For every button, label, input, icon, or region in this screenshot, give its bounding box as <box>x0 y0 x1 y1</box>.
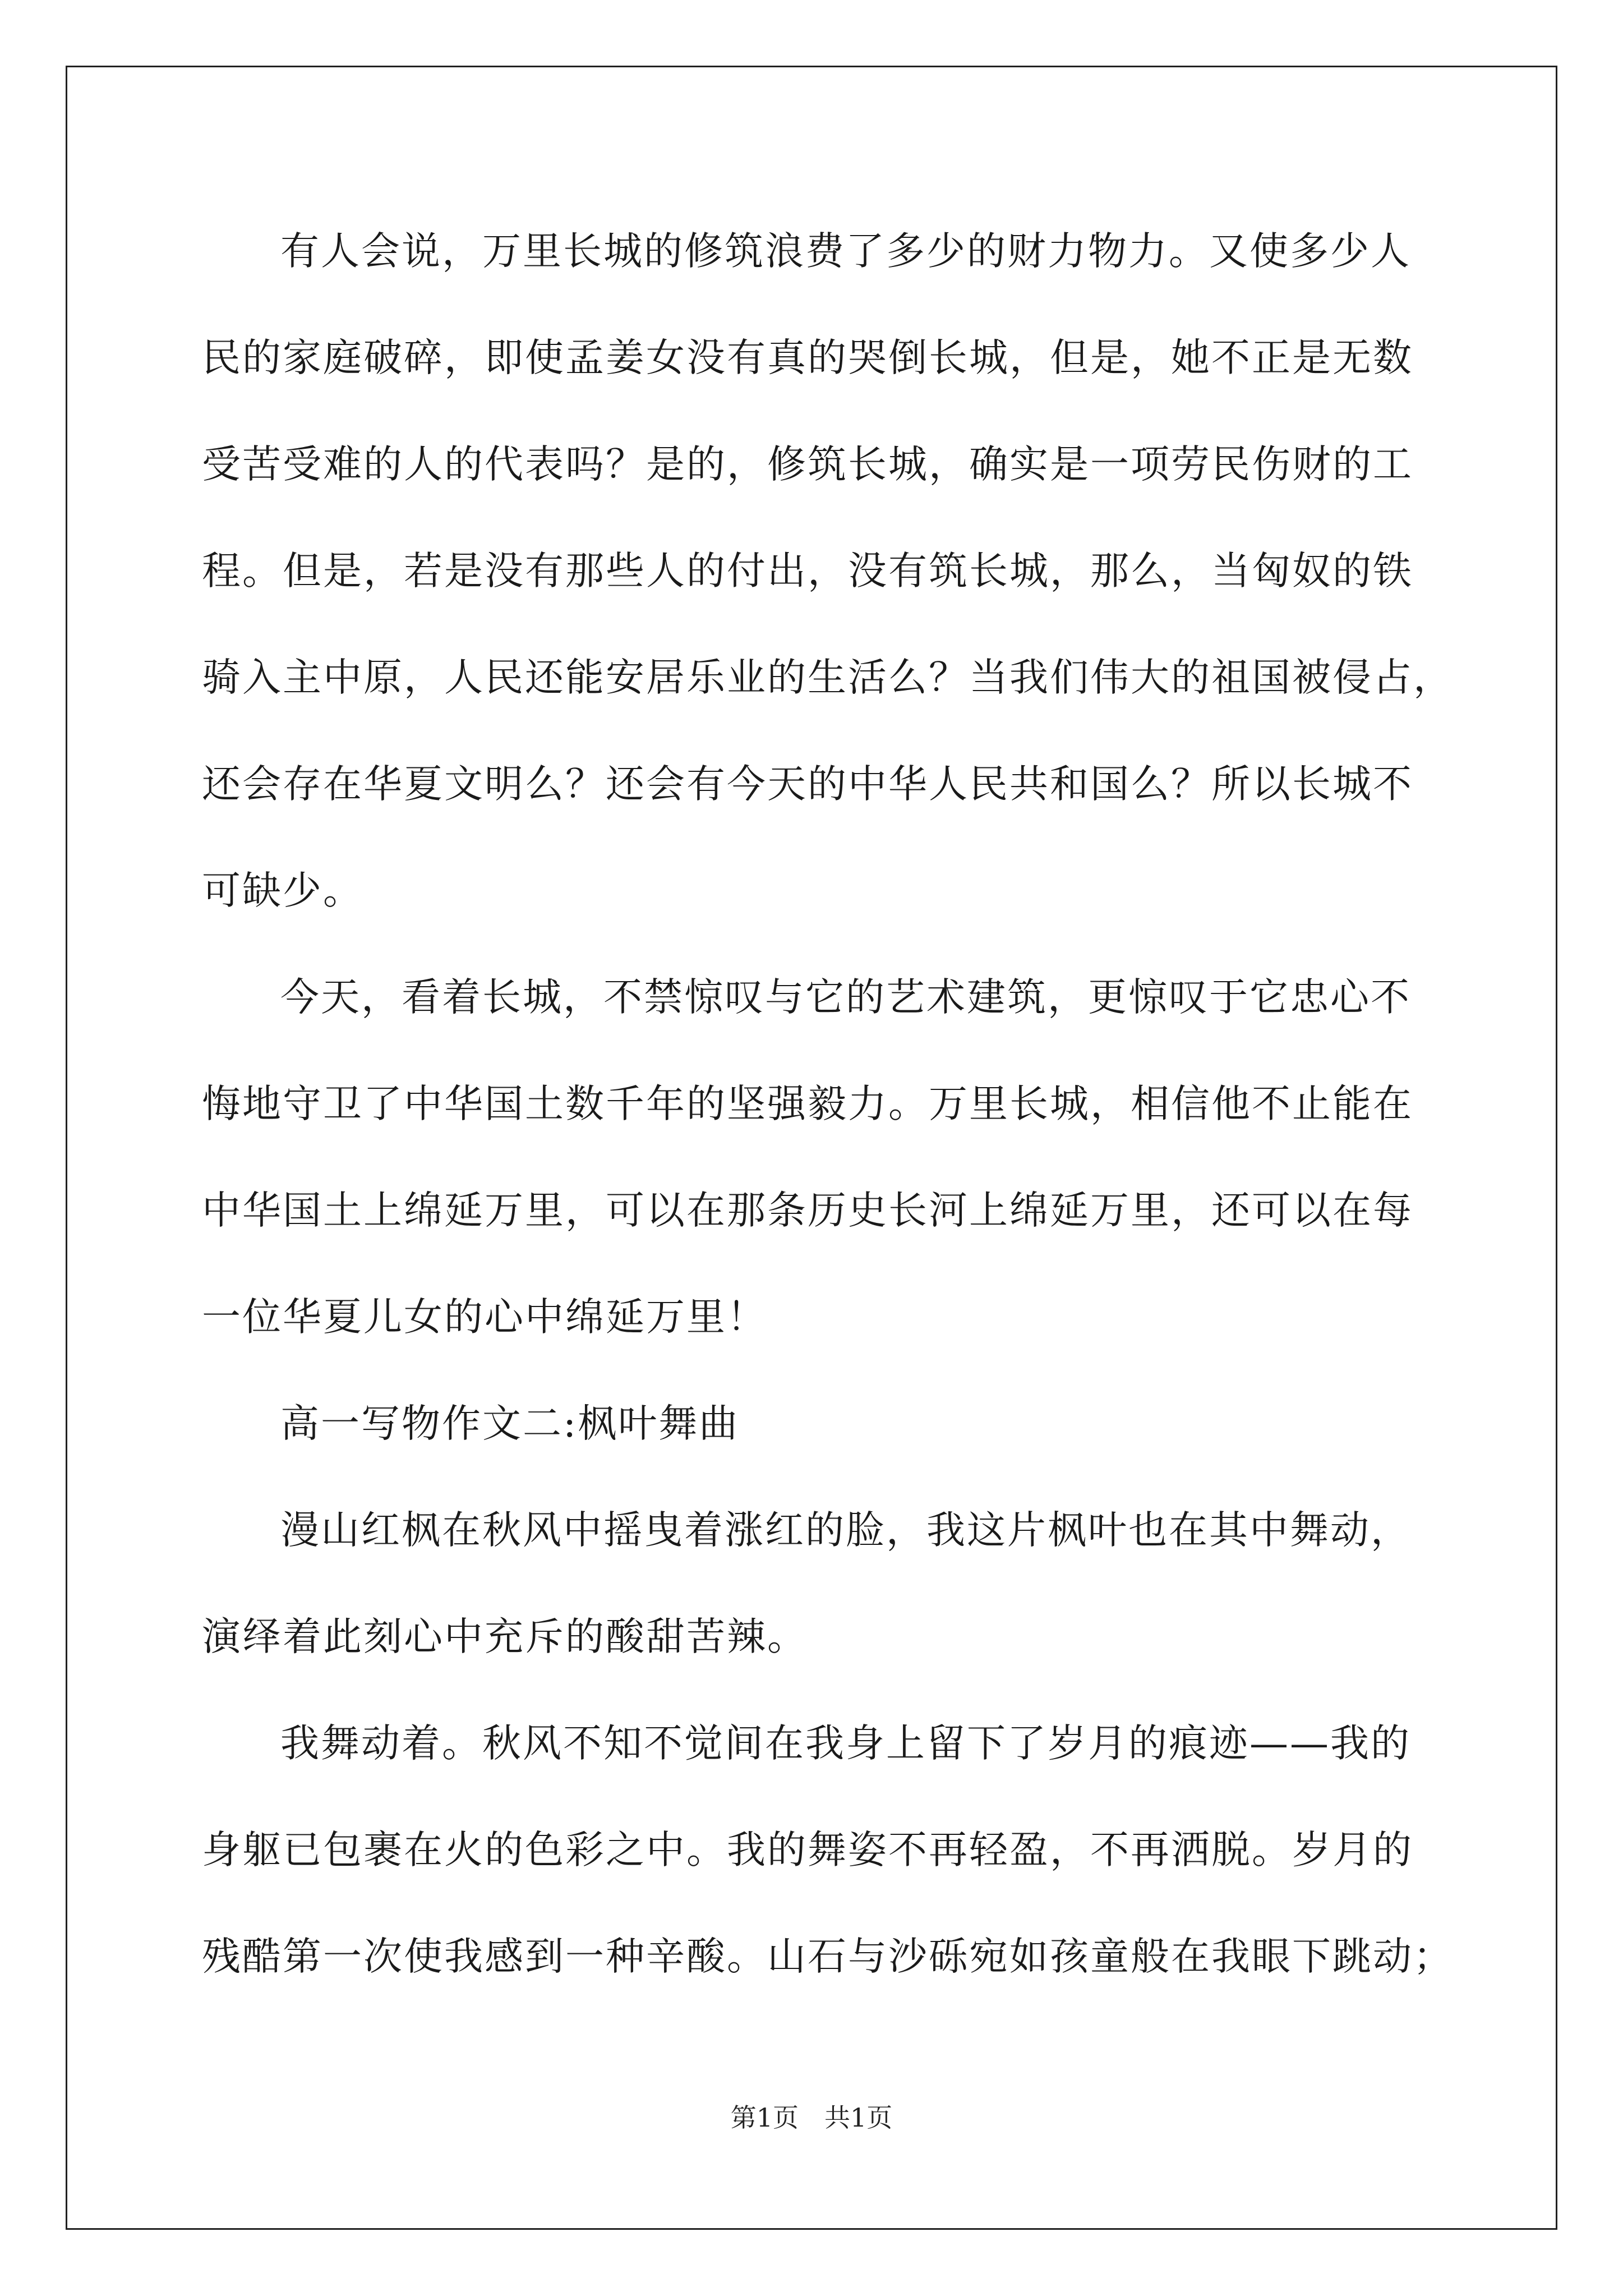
text-line: 我舞动着。秋风不知不觉间在我身上留下了岁月的痕迹——我的 <box>280 1721 1411 1766</box>
text-line: 可缺少。 <box>202 868 363 913</box>
section-heading: 高一写物作文二:枫叶舞曲 <box>280 1401 740 1446</box>
text-line: 受苦受难的人的代表吗？是的，修筑长城，确实是一项劳民伤财的工 <box>202 442 1413 487</box>
text-line: 程。但是，若是没有那些人的付出，没有筑长城，那么，当匈奴的铁 <box>202 549 1413 593</box>
text-line: 骑入主中原，人民还能安居乐业的生活么？当我们伟大的祖国被侵占， <box>202 655 1454 700</box>
text-line: 身躯已包裹在火的色彩之中。我的舞姿不再轻盈，不再洒脱。岁月的 <box>202 1828 1413 1872</box>
text-line: 今天，看着长城，不禁惊叹与它的艺术建筑，更惊叹于它忠心不 <box>280 975 1411 1020</box>
text-line: 一位华夏儿女的心中绵延万里！ <box>202 1295 767 1340</box>
text-line: 漫山红枫在秋风中摇曳着涨红的脸，我这片枫叶也在其中舞动， <box>280 1508 1411 1553</box>
text-line: 中华国土上绵延万里，可以在那条历史长河上绵延万里，还可以在每 <box>202 1188 1413 1233</box>
text-line: 演绎着此刻心中充斥的酸甜苦辣。 <box>202 1614 808 1659</box>
text-line: 悔地守卫了中华国土数千年的坚强毅力。万里长城，相信他不止能在 <box>202 1082 1413 1126</box>
text-line: 民的家庭破碎，即使孟姜女没有真的哭倒长城，但是，她不正是无数 <box>202 335 1413 380</box>
text-line: 还会存在华夏文明么？还会有今天的中华人民共和国么？所以长城不 <box>202 762 1413 807</box>
page-footer: 第1页 共1页 <box>730 2102 893 2133</box>
text-line: 残酷第一次使我感到一种辛酸。山石与沙砾宛如孩童般在我眼下跳动； <box>202 1934 1454 1979</box>
text-line: 有人会说，万里长城的修筑浪费了多少的财力物力。又使多少人 <box>280 229 1411 274</box>
